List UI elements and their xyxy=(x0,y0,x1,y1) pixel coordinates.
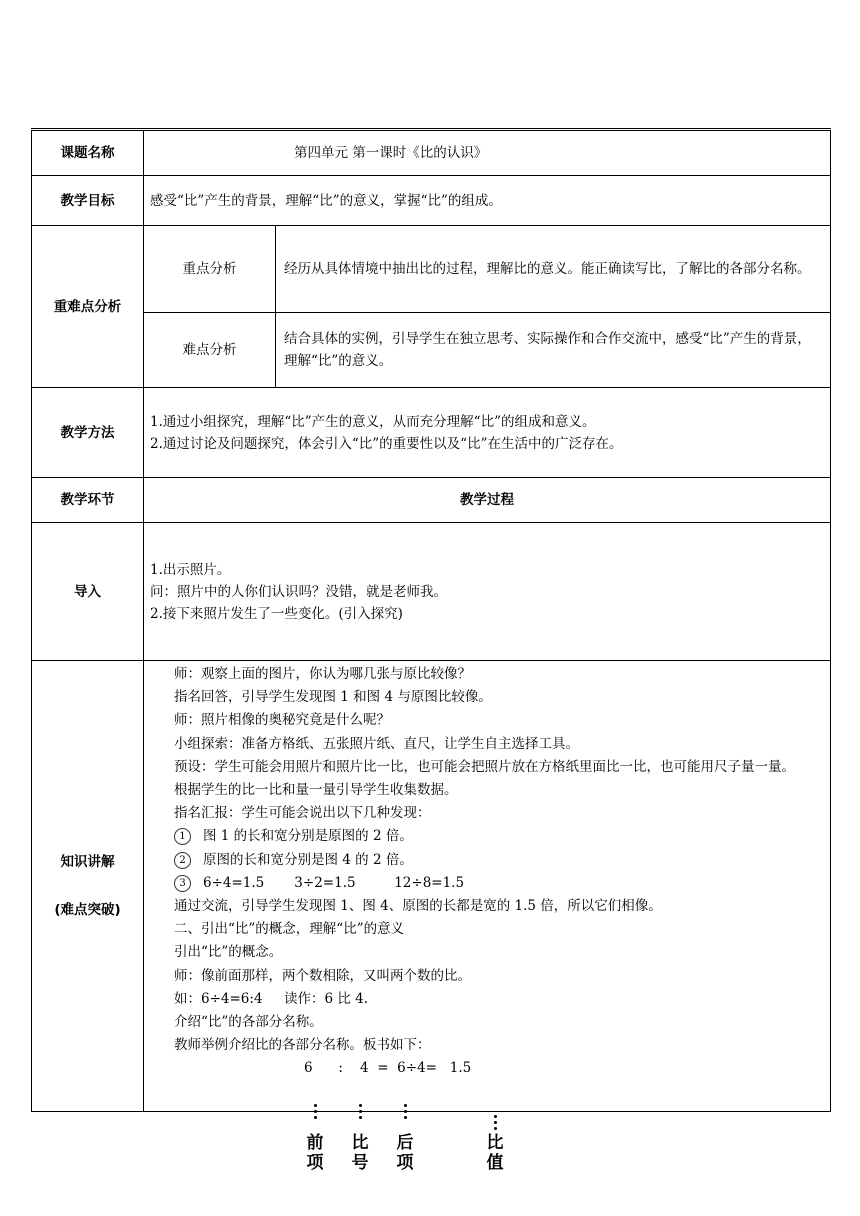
intro-text xyxy=(144,523,831,661)
finding-text: 6÷4=1.5 3÷2=1.5 12÷8=1.5 xyxy=(203,874,465,891)
intro-label: 导入 xyxy=(32,523,144,661)
intro-row xyxy=(32,523,831,661)
circled-number: 1 xyxy=(174,828,191,845)
knowledge-label xyxy=(32,661,144,1112)
knowledge-line: 如：6÷4=6:4 读作：6 比 4. xyxy=(174,990,369,1007)
term-front xyxy=(300,1133,330,1173)
method-label: 教学方法 xyxy=(32,388,144,478)
finding-text: 原图的长和宽分别是图 4 的 2 倍。 xyxy=(203,851,413,868)
finding-item xyxy=(174,825,824,848)
term-sign-line1: 比 xyxy=(351,1133,369,1153)
goal-label: 教学目标 xyxy=(32,176,144,226)
term-back-line1: 后 xyxy=(396,1133,414,1153)
key-point-row xyxy=(32,226,831,313)
term-back xyxy=(390,1133,420,1173)
knowledge-line: 引出“比”的概念。 xyxy=(174,944,283,961)
knowledge-line: 师：像前面那样，两个数相除，又叫两个数的比。 xyxy=(174,967,471,984)
stage-row xyxy=(32,478,831,523)
course-title: 第四单元 第一课时《比的认识》 xyxy=(144,130,831,176)
key-point-label: 重点分析 xyxy=(144,226,276,313)
knowledge-row xyxy=(32,661,831,1112)
term-value xyxy=(480,1133,510,1173)
process-heading: 教学过程 xyxy=(144,478,831,523)
intro-line: 1.出示照片。 xyxy=(150,561,231,578)
goal-row xyxy=(32,176,831,226)
hard-point-row xyxy=(32,313,831,388)
course-label: 课题名称 xyxy=(32,130,144,176)
knowledge-line: 预设：学生可能会用照片和照片比一比，也可能会把照片放在方格纸里面比一比，也可能用尺子量一量。 xyxy=(174,758,795,775)
dotted-pointer-back xyxy=(402,1104,408,1122)
method-line: 1.通过小组探究，理解“比”产生的意义，从而充分理解“比”的组成和意义。 xyxy=(150,413,596,430)
knowledge-line: 根据学生的比一比和量一量引导学生收集数据。 xyxy=(174,782,458,799)
knowledge-line: 教师举例介绍比的各部分名称。板书如下： xyxy=(174,1037,431,1054)
dotted-pointer-sign xyxy=(357,1104,363,1122)
method-text xyxy=(144,388,831,478)
method-row xyxy=(32,388,831,478)
stage-label: 教学环节 xyxy=(32,478,144,523)
term-value-line1: 比 xyxy=(486,1133,504,1153)
lesson-plan-table xyxy=(31,128,831,1112)
ratio-formula: 6 : 4 = 6÷4= 1.5 xyxy=(304,1060,472,1077)
knowledge-line: 二、引出“比”的概念，理解“比”的意义 xyxy=(174,921,405,938)
finding-text: 图 1 的长和宽分别是原图的 2 倍。 xyxy=(203,828,413,845)
circled-number: 3 xyxy=(174,875,191,892)
hard-point-label: 难点分析 xyxy=(144,313,276,388)
key-point-text: 经历从具体情境中抽出比的过程，理解比的意义。能正确读写比，了解比的各部分名称。 xyxy=(276,226,831,313)
goal-text: 感受“比”产生的背景，理解“比”的意义，掌握“比”的组成。 xyxy=(144,176,831,226)
circled-number: 2 xyxy=(174,852,191,869)
knowledge-line: 师：照片相像的奥秘究竟是什么呢？ xyxy=(174,712,390,729)
dotted-pointer-value xyxy=(492,1115,498,1133)
knowledge-line: 指名汇报：学生可能会说出以下几种发现： xyxy=(174,805,431,822)
knowledge-label-sub: (难点突破) xyxy=(54,902,121,918)
intro-line: 问：照片中的人你们认识吗？没错，就是老师我。 xyxy=(150,583,447,600)
term-sign xyxy=(345,1133,375,1173)
knowledge-label-main: 知识讲解 xyxy=(60,854,115,870)
knowledge-line: 通过交流，引导学生发现图 1、图 4、原图的长都是宽的 1.5 倍，所以它们相像。 xyxy=(174,898,662,915)
knowledge-line: 师：观察上面的图片，你认为哪几张与原比较像？ xyxy=(174,666,471,682)
knowledge-line: 介绍“比”的各部分名称。 xyxy=(174,1014,323,1031)
knowledge-line: 指名回答，引导学生发现图 1 和图 4 与原图比较像。 xyxy=(174,689,492,706)
finding-item xyxy=(174,872,824,895)
method-line: 2.通过讨论及问题探究，体会引入“比”的重要性以及“比”在生活中的广泛存在。 xyxy=(150,435,623,452)
difficulty-label: 重难点分析 xyxy=(32,226,144,388)
term-front-line2: 项 xyxy=(306,1153,324,1173)
dotted-pointer-front xyxy=(312,1104,318,1122)
knowledge-line: 小组探索：准备方格纸、五张照片纸、直尺，让学生自主选择工具。 xyxy=(174,735,579,752)
term-sign-line2: 号 xyxy=(351,1153,369,1173)
term-front-line1: 前 xyxy=(306,1133,324,1153)
course-row xyxy=(32,130,831,176)
intro-line: 2.接下来照片发生了一些变化。(引入探究) xyxy=(150,605,403,622)
term-back-line2: 项 xyxy=(396,1153,414,1173)
hard-point-text: 结合具体的实例，引导学生在独立思考、实际操作和合作交流中，感受“比”产生的背景，理解“比”的意义。 xyxy=(276,313,831,388)
finding-item xyxy=(174,849,824,872)
knowledge-text xyxy=(144,661,831,1112)
term-value-line2: 值 xyxy=(486,1153,504,1173)
